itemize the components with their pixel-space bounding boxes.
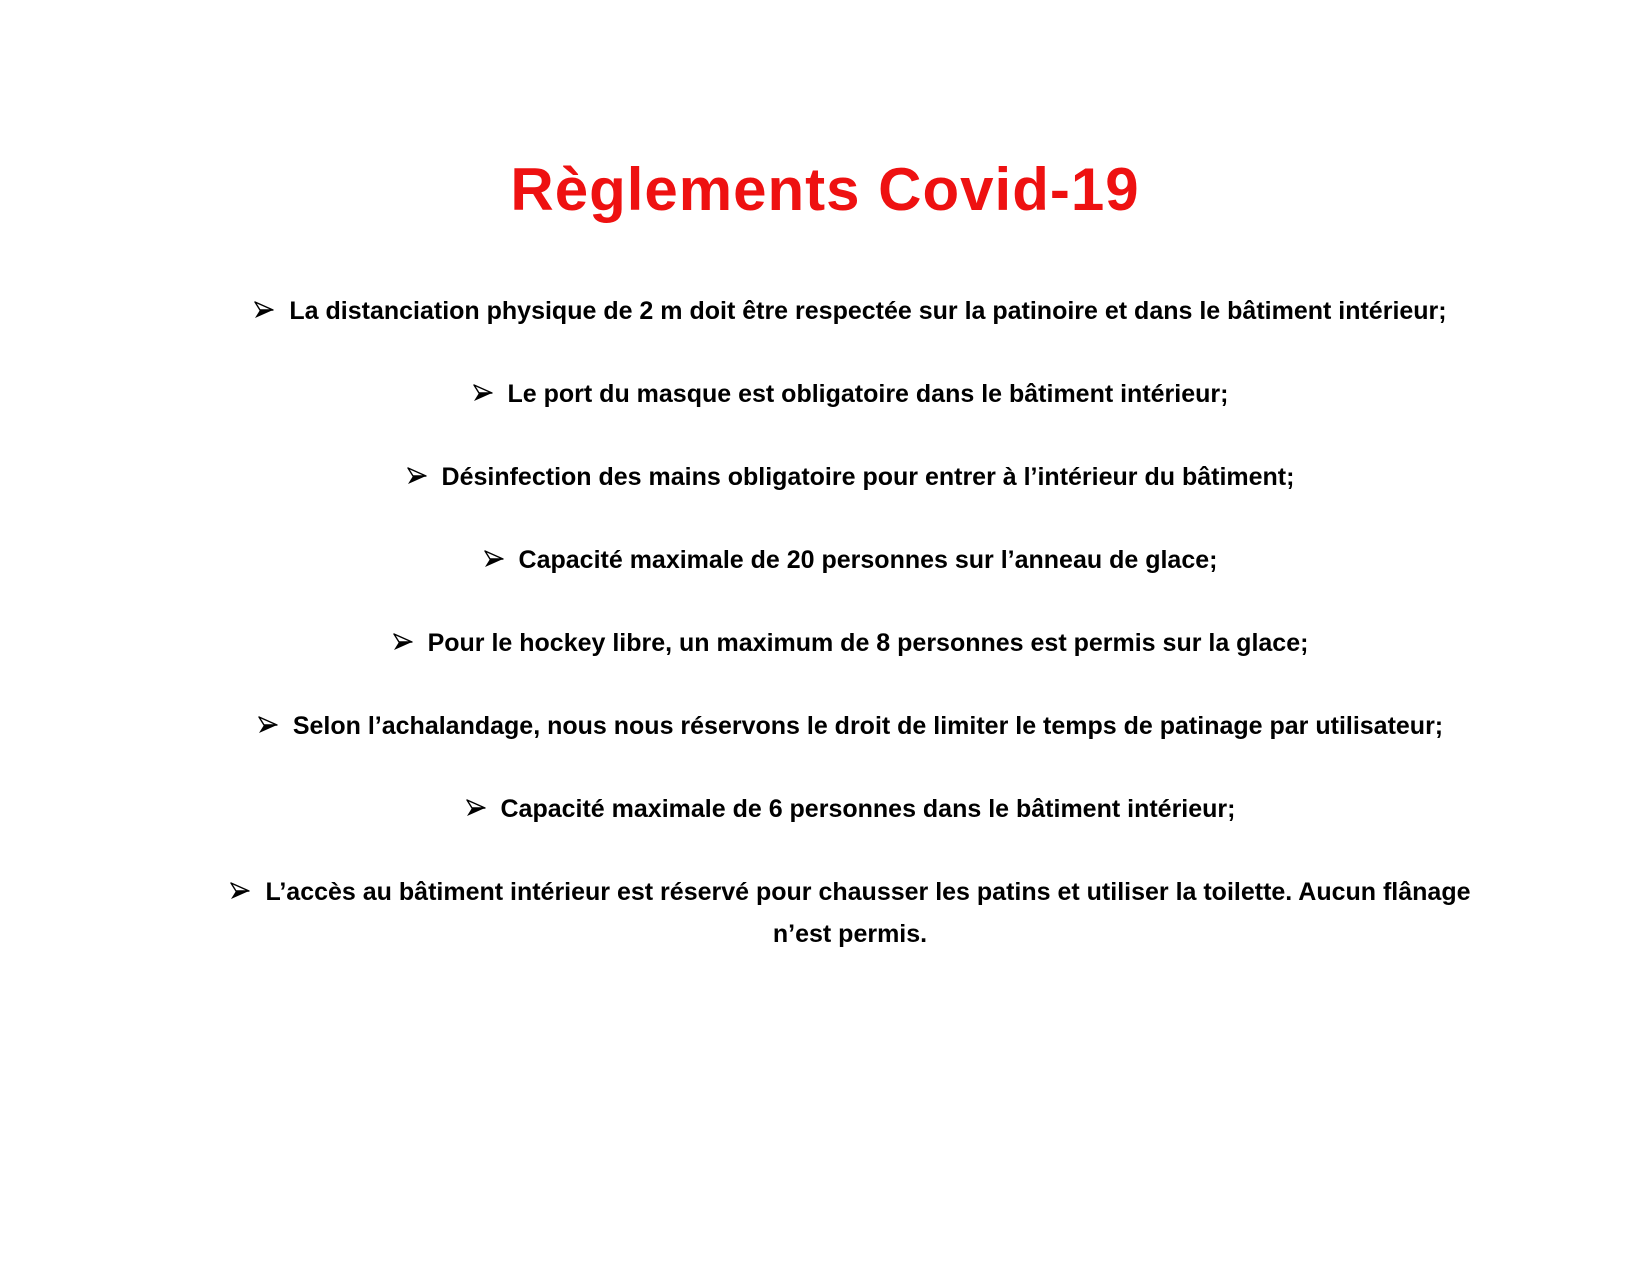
rule-text: Désinfection des mains obligatoire pour entrer à l’intérieur du bâtiment; bbox=[441, 463, 1295, 491]
arrowhead-bullet-icon bbox=[229, 880, 251, 902]
rule-item bbox=[150, 788, 1550, 830]
rule-text: La distanciation physique de 2 m doit être respectée sur la patinoire et dans le bâtiment intérieur; bbox=[289, 297, 1447, 325]
rule-text: Capacité maximale de 20 personnes sur l’anneau de glace; bbox=[518, 546, 1218, 574]
rule-item bbox=[150, 456, 1550, 498]
arrowhead-bullet-icon bbox=[483, 548, 505, 570]
rule-item bbox=[150, 871, 1550, 955]
page-title: Règlements Covid-19 bbox=[510, 156, 1140, 223]
rule-text: L’accès au bâtiment intérieur est réservé pour chausser les patins et utiliser la toilette. Aucun flânage n’est permis. bbox=[265, 878, 1471, 948]
rule-text: Le port du masque est obligatoire dans le bâtiment intérieur; bbox=[507, 380, 1229, 408]
rule-text: Pour le hockey libre, un maximum de 8 personnes est permis sur la glace; bbox=[427, 629, 1309, 657]
rule-item bbox=[150, 373, 1550, 415]
arrowhead-bullet-icon bbox=[472, 382, 494, 404]
arrowhead-bullet-icon bbox=[257, 714, 279, 736]
rules-list bbox=[150, 290, 1550, 996]
arrowhead-bullet-icon bbox=[253, 299, 275, 321]
arrowhead-bullet-icon bbox=[406, 465, 428, 487]
rule-text: Capacité maximale de 6 personnes dans le bâtiment intérieur; bbox=[500, 795, 1236, 823]
arrowhead-bullet-icon bbox=[465, 797, 487, 819]
rule-item bbox=[150, 622, 1550, 664]
rule-item bbox=[150, 290, 1550, 332]
rule-item bbox=[150, 705, 1550, 747]
rule-text: Selon l’achalandage, nous nous réservons le droit de limiter le temps de patinage par utilisateur; bbox=[292, 712, 1444, 740]
arrowhead-bullet-icon bbox=[392, 631, 414, 653]
rule-item bbox=[150, 539, 1550, 581]
